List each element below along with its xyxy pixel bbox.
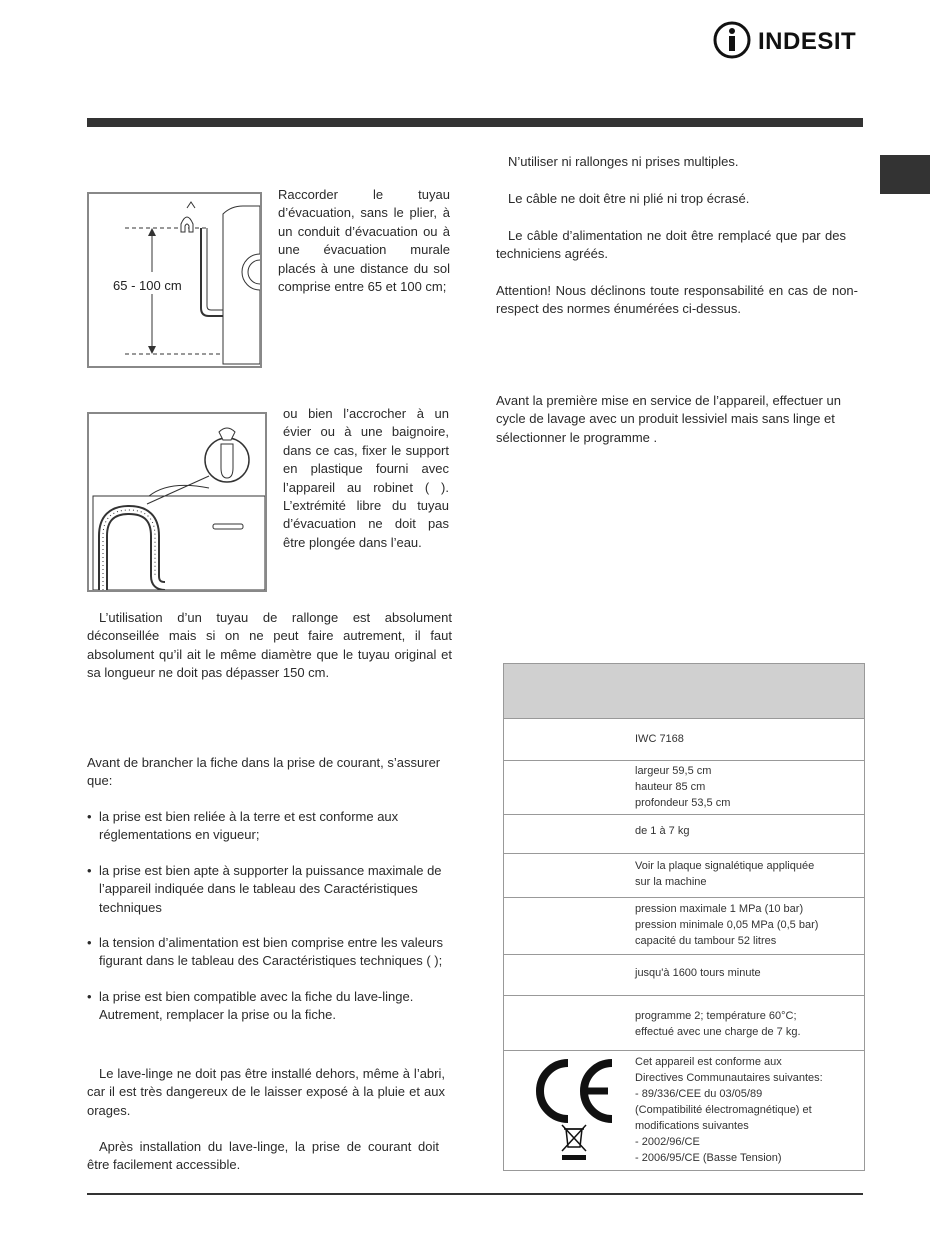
- height-range-label: 65 - 100 cm: [113, 278, 182, 293]
- cable-replacement-note: Le câble d’alimentation ne doit être remplacé que par des techniciens agréés.: [496, 228, 846, 262]
- checklist-item: • la tension d’alimentation est bien comprise entre les valeurs figurant dans le tableau des Caractéristiques techniques ( );: [87, 934, 455, 971]
- spec-value: de 1 à 7 kg: [635, 825, 690, 837]
- spec-row-conformity: [504, 1051, 864, 1170]
- sink-hook-text: ou bien l’accrocher à un évier ou à une baignoire, dans ce cas, fixer le support en plastique fourni avec l’appareil au robinet ( ). L’extrémité libre du tuyau d’évacuation ne doit pas être plongée dans l’eau.: [283, 406, 449, 550]
- top-rule: [87, 118, 863, 127]
- spec-row-spin: [504, 955, 864, 996]
- plug-checklist: [87, 808, 455, 1042]
- technical-specs-table: [503, 663, 865, 1171]
- no-extension-note: N’utiliser ni rallonges ni prises multiples.: [508, 154, 739, 169]
- spec-row-test-programme: [504, 996, 864, 1051]
- conformity-text: Cet appareil est conforme aux Directives Communautaires suivantes: - 89/336/CEE du 03/05/89 (Compatibilité électromagnétique) et modifications suivantes - 2002/96/CE - 2006/95/CE (Basse Tension): [635, 1056, 823, 1164]
- extension-warning: L’utilisation d’un tuyau de rallonge est absolument déconseillée mais si on ne peut faire autrement, il faut absolument qu’il ait le même diamètre que le tuyau original et sa longueur ne doit pas dépasser 150 cm.: [87, 610, 452, 681]
- outdoor-warning: Le lave-linge ne doit pas être installé dehors, même à l’abri, car il est très dangereux de le laisser exposé à la pluie et aux orages.: [87, 1066, 445, 1118]
- plug-intro: Avant de brancher la fiche dans la prise de courant, s’assurer que:: [87, 755, 441, 789]
- checklist-item: • la prise est bien reliée à la terre et est conforme aux réglementations en vigueur;: [87, 808, 455, 845]
- spec-value: Voir la plaque signalétique appliquée sur la machine: [635, 860, 815, 888]
- spec-row-model: [504, 719, 864, 761]
- indesit-logo: [712, 20, 864, 60]
- drain-connection-text: Raccorder le tuyau d’évacuation, sans le plier, à un conduit d’évacuation ou à une évacuation murale placés à une distance du sol comprise entre 65 et 100 cm;: [278, 187, 450, 295]
- drain-height-figure: [87, 192, 262, 368]
- specs-table-header: [504, 664, 864, 719]
- sink-hook-figure: [87, 412, 267, 592]
- spec-value: jusqu'à 1600 tours minute: [635, 967, 761, 979]
- spec-value: IWC 7168: [635, 733, 684, 745]
- checklist-item: • la prise est bien compatible avec la fiche du lave-linge. Autrement, remplacer la prise ou la fiche.: [87, 988, 455, 1025]
- spec-value: programme 2; température 60°C; effectué avec une charge de 7 kg.: [635, 1010, 801, 1038]
- sink-hook-diagram: [89, 414, 265, 590]
- cable-bend-note: Le câble ne doit être ni plié ni trop écrasé.: [508, 191, 750, 206]
- checklist-item: • la prise est bien apte à supporter la puissance maximale de l’appareil indiquée dans le tableau des Caractéristiques techniques: [87, 862, 455, 917]
- spec-row-capacity: [504, 815, 864, 854]
- liability-note: Attention! Nous déclinons toute responsabilité en cas de non-respect des normes énumérées ci-dessus.: [496, 283, 858, 317]
- spec-row-dimensions: [504, 761, 864, 815]
- socket-access-note: Après installation du lave-linge, la prise de courant doit être facilement accessible.: [87, 1139, 439, 1173]
- indesit-i-icon: [712, 20, 752, 60]
- spec-row-electrical: [504, 854, 864, 898]
- brand-name: INDESIT: [758, 28, 857, 55]
- bottom-rule: [87, 1193, 863, 1195]
- ce-weee-marks: [528, 1055, 618, 1165]
- language-tab: [880, 155, 930, 194]
- spec-value: largeur 59,5 cm hauteur 85 cm profondeur 53,5 cm: [635, 765, 731, 809]
- spec-value: pression maximale 1 MPa (10 bar) pression minimale 0,05 MPa (0,5 bar) capacité du tambour 52 litres: [635, 903, 819, 947]
- spec-row-water: [504, 898, 864, 955]
- first-use-note: Avant la première mise en service de l’appareil, effectuer un cycle de lavage avec un produit lessiviel mais sans linge et sélectionner le programme .: [496, 393, 841, 445]
